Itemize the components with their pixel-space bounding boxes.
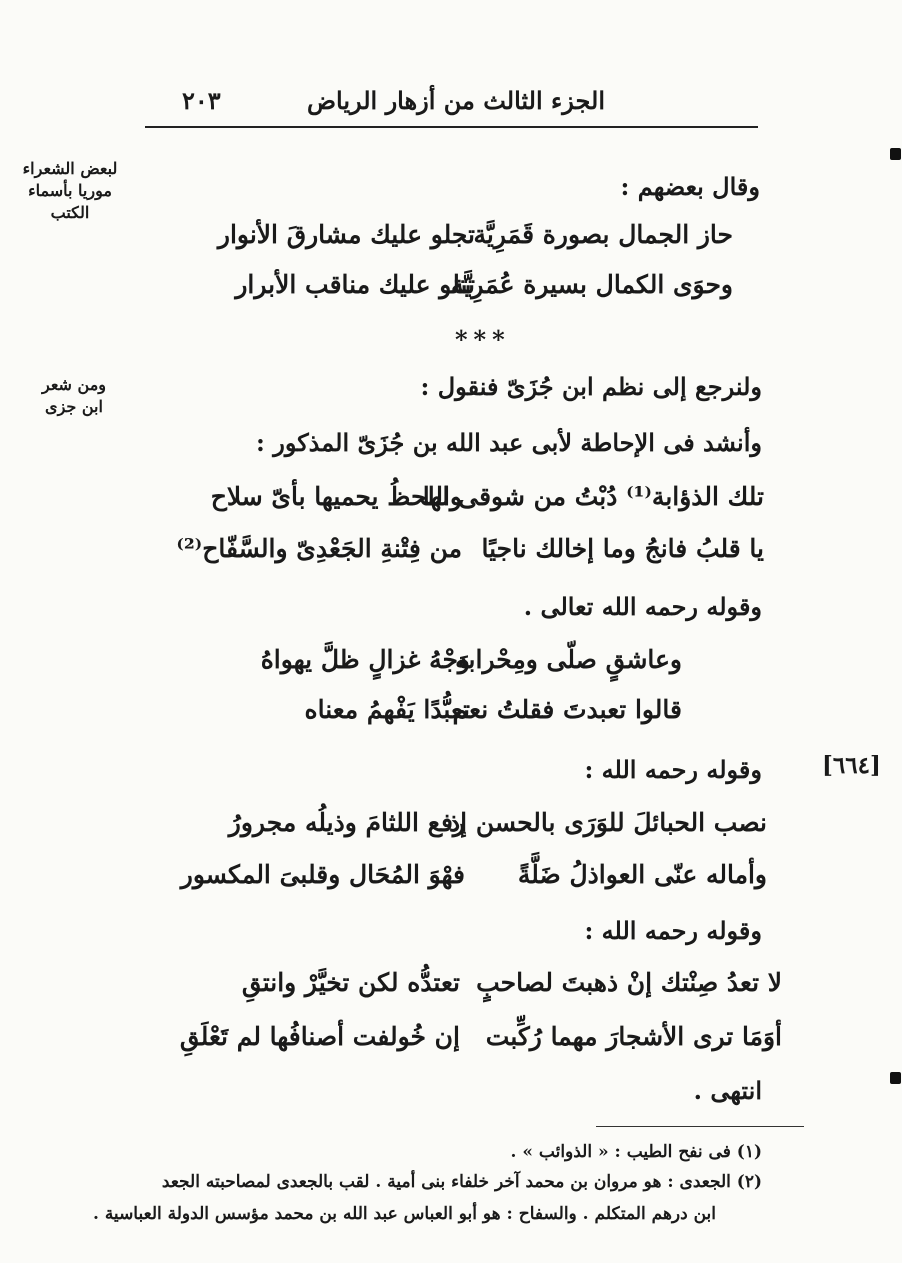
poem1-verse1-first: حاز الجمال بصورة قَمَرِيَّة bbox=[473, 220, 733, 249]
poem2-verse2-first: يا قلبُ فانجُ وما إخالك ناجيًا bbox=[481, 534, 764, 563]
intro-line-1: وقال بعضهم : bbox=[620, 172, 760, 201]
poem3-verse2-second: تعبُّدًا يَفْهمُ معناه bbox=[304, 695, 470, 724]
poem2-verse1-first: تلك الذؤابة⁽¹⁾ دُبْتُ من شوقى لها bbox=[422, 482, 764, 511]
footnote-1: (١) فى نفح الطيب : « الذوائب » . bbox=[510, 1142, 762, 1162]
edge-mark bbox=[890, 148, 901, 160]
running-title: الجزء الثالث من أزهار الرياض bbox=[306, 86, 605, 115]
margin-note-line: موريا بأسماء bbox=[28, 181, 112, 200]
footnote-rule bbox=[596, 1126, 804, 1127]
poem4-verse2-first: وأماله عنّى العواذلُ ضَلَّةً bbox=[517, 860, 767, 889]
poem1-verse2-second: تتلو عليك مناقب الأبرار bbox=[235, 270, 475, 299]
margin-note-line: لبعض الشعراء bbox=[22, 159, 118, 178]
poem5-verse1-second: تعتدُّه لكن تخيَّرْ وانتقِ bbox=[241, 968, 460, 997]
intro-line-3: وأنشد فى الإحاطة لأبى عبد الله بن جُزَىّ المذكور : bbox=[256, 428, 762, 457]
edge-mark bbox=[890, 1072, 901, 1084]
intro-line-6: وقوله رحمه الله : bbox=[584, 916, 762, 945]
intro-line-2: ولنرجع إلى نظم ابن جُزَىّ فنقول : bbox=[420, 372, 762, 401]
section-separator: *** bbox=[455, 325, 511, 354]
poem5-verse2-first: أوَمَا ترى الأشجارَ مهما رُكِّبت bbox=[485, 1022, 782, 1051]
poem5-verse2-second: إن خُولفت أصنافُها لم تَعْلَقِ bbox=[179, 1022, 460, 1051]
side-page-number: [٦٦٤] bbox=[822, 752, 881, 779]
poem4-verse1-second: رفع اللثامَ وذيلُه مجرورُ bbox=[228, 808, 465, 837]
poem5-verse1-first: لا تعدُ صِنْتك إنْ ذهبتَ لصاحبٍ bbox=[476, 968, 782, 997]
poem4-verse2-second: فهْوَ المُحَال وقلبىَ المكسور bbox=[180, 860, 465, 889]
poem2-verse1-second: واللحظُ يحميها بأىّ سلاح bbox=[210, 482, 462, 511]
footnote-2-continued: ابن درهم المتكلم . والسفاح : هو أبو العباس عبد الله بن محمد مؤسس الدولة العباسية . bbox=[92, 1204, 716, 1224]
margin-note-line: ومن شعر bbox=[42, 375, 106, 394]
margin-note-line: الكتب bbox=[50, 203, 90, 222]
intro-line-4: وقوله رحمه الله تعالى . bbox=[523, 592, 762, 621]
poem3-verse1-second: وَجْهُ غزالٍ ظلَّ يهواهُ bbox=[260, 645, 470, 674]
poem1-verse1-second: تجلو عليك مشارقَ الأنوار bbox=[217, 220, 475, 249]
poem2-verse2-second: من فِتْنةِ الجَعْدِىّ والسَّفّاح⁽²⁾ bbox=[176, 534, 462, 563]
header-rule bbox=[145, 126, 758, 128]
margin-note-poets bbox=[18, 158, 122, 224]
footnote-2: (٢) الجعدى : هو مروان بن محمد آخر خلفاء بنى أمية . لقب بالجعدى لمصاحبته الجعد bbox=[161, 1172, 762, 1192]
margin-note-ibn-juzay bbox=[24, 374, 124, 418]
poem1-verse2-first: وحوَى الكمال بسيرة عُمَرِيَّة bbox=[451, 270, 733, 299]
poem3-verse1-first: وعاشقٍ صلّى ومِحْرابه bbox=[455, 645, 682, 674]
poem3-verse2-first: قالوا تعبدتَ فقلتُ نعم bbox=[452, 695, 682, 724]
closing-line: انتهى . bbox=[693, 1076, 762, 1105]
intro-line-5: وقوله رحمه الله : bbox=[584, 755, 762, 784]
margin-note-line: ابن جزى bbox=[45, 397, 103, 416]
page-number: ٢٠٣ bbox=[182, 86, 221, 115]
poem4-verse1-first: نصب الحبائلَ للوَرَى بالحسن إذ bbox=[449, 808, 767, 837]
